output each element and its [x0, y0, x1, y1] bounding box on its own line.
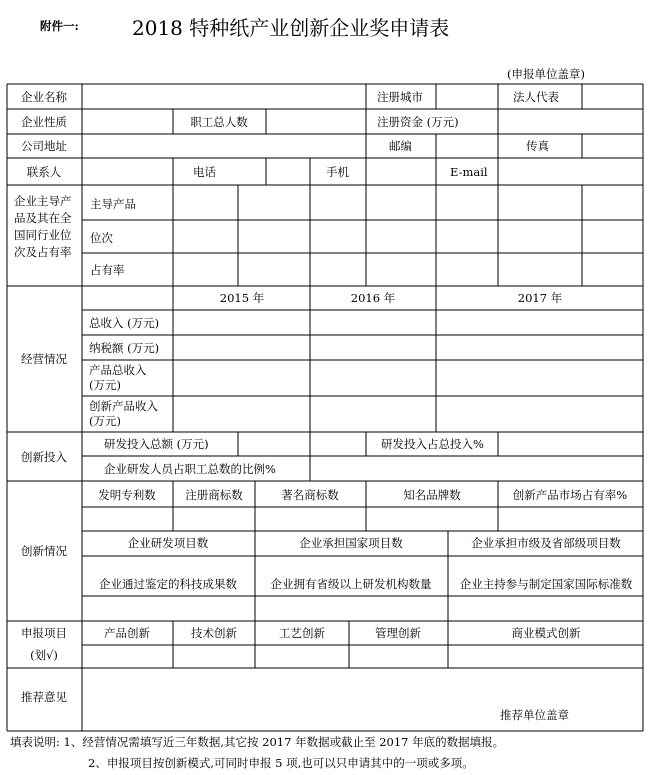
- label-rd-total: 研发投入总额 (万元): [104, 437, 209, 451]
- label-recommendation: 推荐意见: [21, 690, 67, 704]
- note-line-1: 填表说明: 1、经营情况需填写近三年数据,其它按 2017 年数据或截止至 2017 年底的数据填报。: [10, 735, 505, 749]
- note-line-2: 2、申报项目按创新模式,可同时申报 5 项,也可以只申请其中的一项或多项。: [88, 756, 474, 770]
- label-brands: 知名品牌数: [403, 488, 461, 502]
- option-business-model-innovation: 商业模式创新: [511, 626, 581, 640]
- year-2016: 2016 年: [350, 291, 396, 305]
- label-innovation-revenue: 创新产品收入 (万元): [89, 399, 158, 428]
- label-market-share: 创新产品市场占有率%: [512, 488, 628, 502]
- label-product-section: 企业主导产品及其在全国同行业位次及占有率: [14, 194, 72, 259]
- label-innovation: 创新情况: [21, 544, 67, 558]
- label-legal-rep: 法人代表: [513, 90, 559, 104]
- label-rd-projects: 企业研发项目数: [127, 536, 209, 550]
- label-total-revenue: 总收入 (万元): [89, 316, 160, 330]
- label-rd-ratio: 研发投入占总投入%: [381, 437, 484, 451]
- year-2015: 2015 年: [219, 291, 265, 305]
- option-product-innovation: 产品创新: [104, 626, 150, 640]
- label-investment: 创新投入: [21, 450, 67, 464]
- label-city: 注册城市: [377, 90, 423, 104]
- label-phone: 电话: [193, 165, 216, 179]
- option-process-innovation: 工艺创新: [279, 626, 325, 640]
- label-declaration: 申报项目: [21, 626, 67, 640]
- label-employees: 职工总人数: [190, 115, 248, 129]
- option-management-innovation: 管理创新: [375, 626, 421, 640]
- label-product-revenue: 产品总收入 (万元): [89, 363, 147, 392]
- attachment-label: 附件一:: [40, 19, 79, 33]
- label-tax: 纳税额 (万元): [89, 341, 160, 355]
- label-address: 公司地址: [21, 139, 67, 153]
- label-achievements: 企业通过鉴定的科技成果数: [99, 577, 237, 591]
- label-rank: 位次: [90, 231, 113, 245]
- label-patents: 发明专利数: [98, 488, 156, 502]
- label-postcode: 邮编: [389, 139, 412, 153]
- form-title: 2018 特种纸产业创新企业奖申请表: [132, 16, 450, 40]
- label-operations: 经营情况: [21, 352, 67, 366]
- label-fax: 传真: [526, 139, 549, 153]
- year-2017: 2017 年: [517, 291, 563, 305]
- label-famous-marks: 著名商标数: [281, 488, 339, 502]
- label-mobile: 手机: [326, 165, 349, 179]
- label-provincial-projects: 企业承担市级及省部级项目数: [471, 536, 621, 550]
- recommend-seal: 推荐单位盖章: [500, 708, 569, 722]
- label-rd-staff: 企业研发人员占职工总数的比例%: [104, 462, 276, 476]
- label-standards: 企业主持参与制定国家国际标准数: [459, 577, 633, 591]
- label-email: E-mail: [450, 165, 488, 179]
- label-company-name: 企业名称: [21, 90, 67, 104]
- label-national-projects: 企业承担国家项目数: [299, 536, 403, 550]
- seal-note: (申报单位盖章): [507, 67, 585, 81]
- label-declaration-hint: (划√): [30, 648, 58, 662]
- option-technology-innovation: 技术创新: [191, 626, 237, 640]
- label-contact: 联系人: [26, 165, 62, 179]
- label-rd-institutions: 企业拥有省级以上研发机构数量: [270, 577, 432, 591]
- label-capital: 注册资金 (万元): [377, 115, 459, 129]
- label-trademarks: 注册商标数: [185, 488, 243, 502]
- label-main-product: 主导产品: [90, 197, 136, 211]
- label-nature: 企业性质: [21, 115, 67, 129]
- label-share: 占有率: [90, 263, 125, 277]
